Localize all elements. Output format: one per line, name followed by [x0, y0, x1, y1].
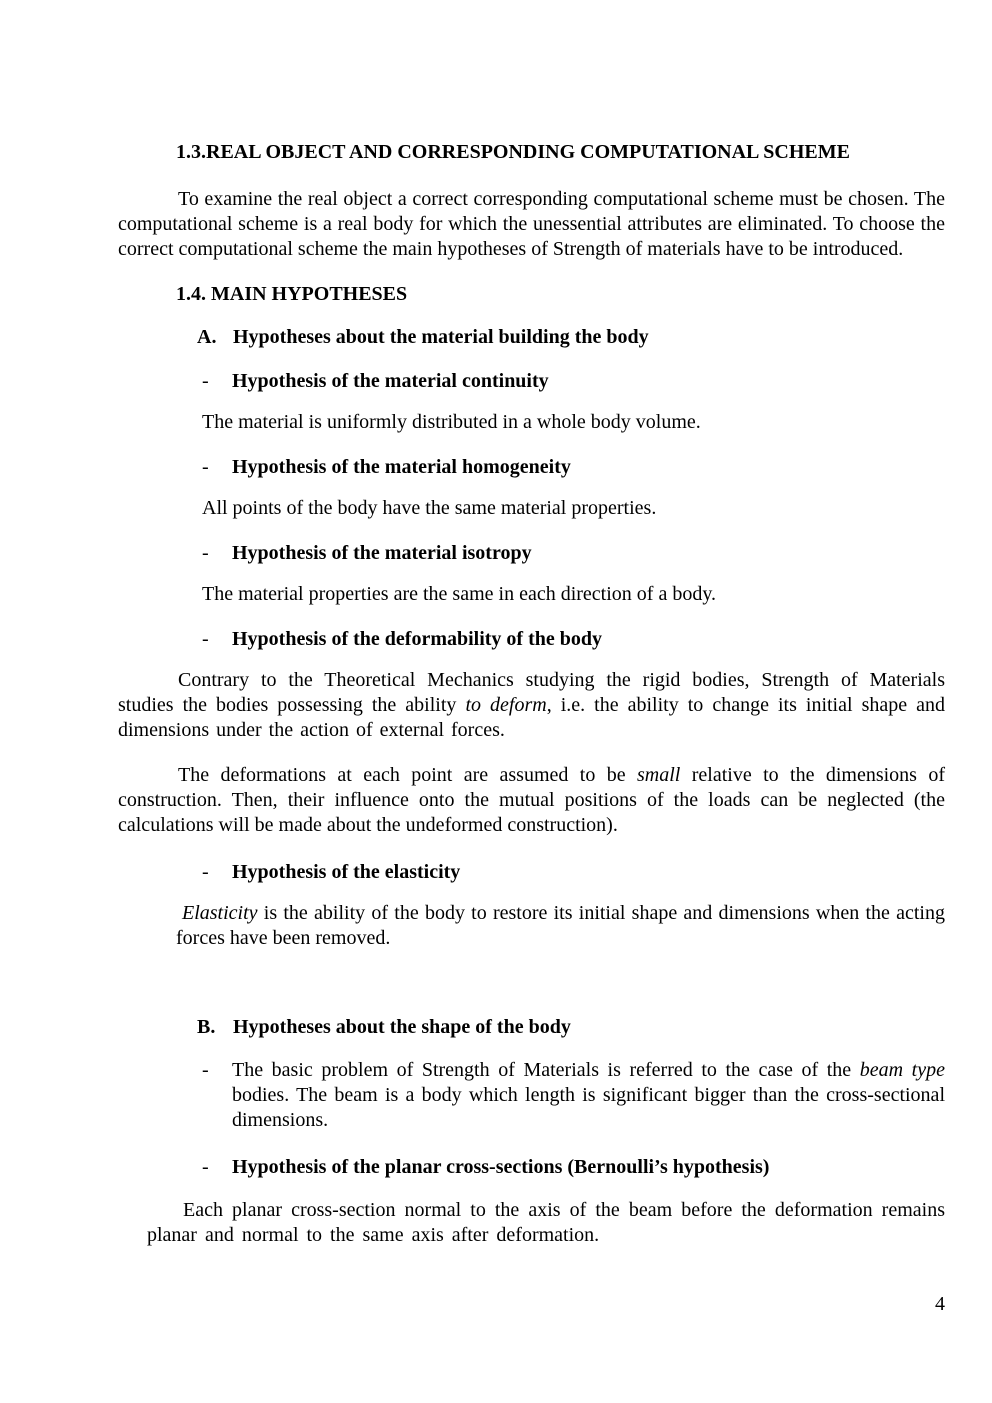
- italic-term-elasticity: Elasticity: [182, 902, 258, 924]
- list-item-continuity: [202, 369, 945, 394]
- section-heading-1-3: 1.3.REAL OBJECT AND CORRESPONDING COMPUTATIONAL SCHEME: [176, 141, 850, 163]
- dash-marker: -: [202, 628, 209, 650]
- list-item-title: Hypothesis of the deformability of the body: [232, 628, 602, 650]
- section-heading-1-4: 1.4. MAIN HYPOTHESES: [176, 283, 408, 305]
- dash-marker: -: [202, 370, 209, 392]
- paragraph-text: Contrary to the Theoretical Mechanics studying the rigid bodies, Strength of Materials studies the bodies possessing the ability: [118, 669, 945, 716]
- list-item-title: Hypothesis of the material isotropy: [232, 542, 532, 564]
- page-number: 4: [935, 1293, 945, 1315]
- isotropy-description: The material properties are the same in each direction of a body.: [202, 583, 717, 605]
- list-item-homogeneity: [202, 455, 945, 480]
- italic-term-to-deform: to deform: [465, 694, 547, 716]
- dash-marker: -: [202, 456, 209, 478]
- subsection-a-title: Hypotheses about the material building the body: [233, 326, 649, 348]
- subsection-a-heading: [197, 325, 945, 350]
- subsection-b-label: B.: [197, 1016, 216, 1038]
- paragraph-text: bodies. The beam is a body which length is significant bigger than the cross-sectional dimensions.: [232, 1084, 945, 1131]
- list-item-title: Hypothesis of the material continuity: [232, 370, 549, 392]
- paragraph-text: The deformations at each point are assumed to be: [178, 764, 637, 786]
- page-content: [118, 140, 945, 1248]
- list-item-title: Hypothesis of the material homogeneity: [232, 456, 571, 478]
- list-item-planar-cross-sections: [202, 1155, 945, 1180]
- paragraph-text: is the ability of the body to restore its initial shape and dimensions when the acting forces have been removed.: [176, 902, 945, 949]
- paragraph-text: , i.e. the ability to change its initial shape and dimensions under the action of external forces.: [118, 694, 946, 741]
- dash-marker: -: [202, 1059, 209, 1081]
- italic-term-beam-type: beam type: [859, 1059, 945, 1081]
- list-item-title: Hypothesis of the elasticity: [232, 861, 461, 883]
- dash-marker: -: [202, 542, 209, 564]
- dash-marker: -: [202, 861, 209, 883]
- homogeneity-description: All points of the body have the same material properties.: [202, 497, 657, 519]
- paragraph-text: The basic problem of Strength of Materials is referred to the case of the: [232, 1059, 860, 1081]
- list-item-title: Hypothesis of the planar cross-sections (Bernoulli’s hypothesis): [232, 1156, 770, 1178]
- italic-term-small: small: [637, 764, 681, 786]
- subsection-b-title: Hypotheses about the shape of the body: [233, 1016, 571, 1038]
- paragraph-text: relative to the dimensions of construction. Then, their influence onto the mutual positions of the loads can be neglected (the calculations will be made about the undeformed construction).: [118, 764, 945, 836]
- list-item-isotropy: [202, 541, 945, 566]
- dash-marker: -: [202, 1156, 209, 1178]
- deformability-paragraph-2: [118, 763, 945, 838]
- planar-paragraph: Each planar cross-section normal to the axis of the beam before the deformation remains planar and normal to the same axis after deformation.: [147, 1199, 945, 1246]
- elasticity-paragraph: [176, 901, 945, 951]
- list-item-elasticity: [202, 860, 945, 885]
- intro-paragraph: To examine the real object a correct corresponding computational scheme must be chosen. The computational scheme is a real body for which the unessential attributes are eliminated. To choose the correct computational scheme the main hypotheses of Strength of materials have to be introduced.: [118, 188, 945, 260]
- list-item-deformability: [202, 627, 945, 652]
- deformability-paragraph-1: [118, 668, 945, 743]
- beam-type-text: [232, 1058, 945, 1133]
- subsection-b-heading: [197, 1015, 945, 1040]
- list-item-beam-type: [202, 1058, 945, 1133]
- subsection-a-label: A.: [197, 326, 217, 348]
- continuity-description: The material is uniformly distributed in a whole body volume.: [202, 411, 701, 433]
